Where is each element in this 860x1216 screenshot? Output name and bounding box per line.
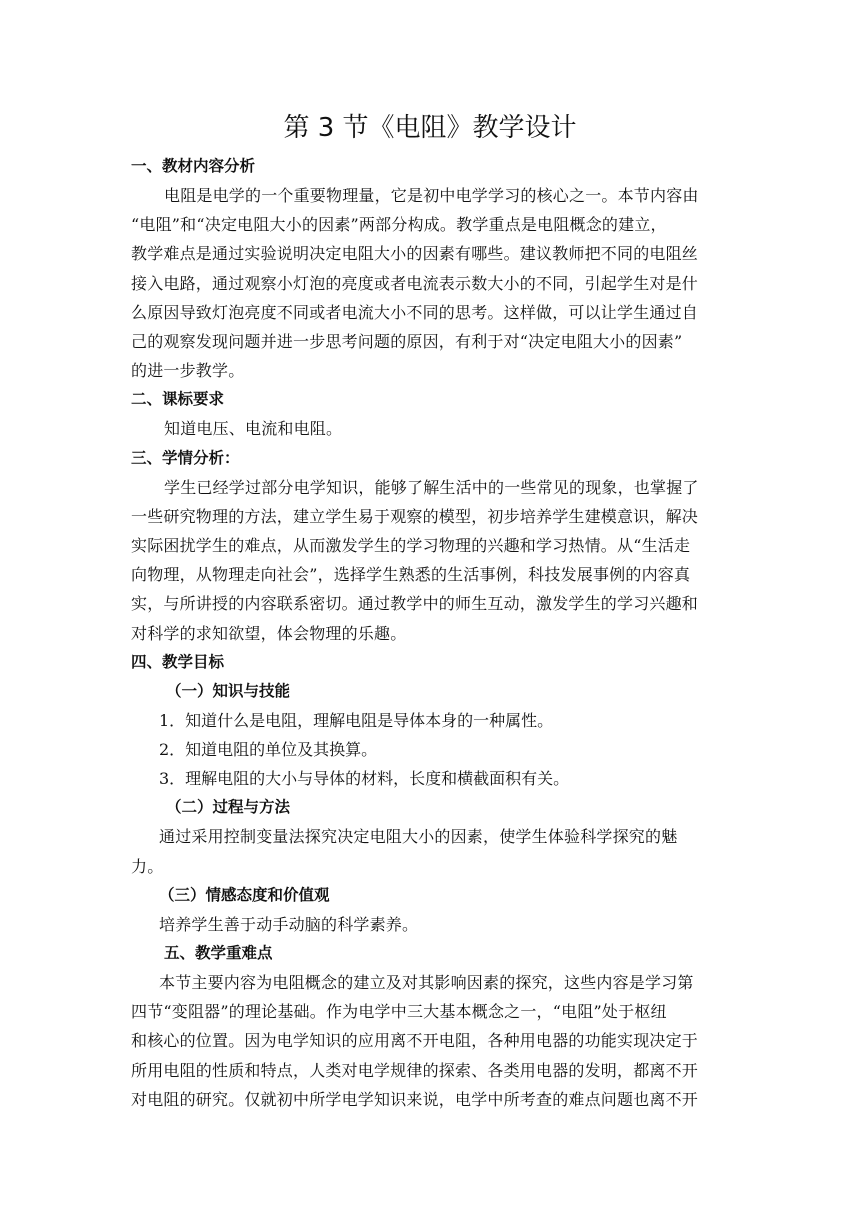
text-line: 培养学生善于动手动脑的科学素养。 bbox=[159, 914, 419, 934]
section-2-paragraph bbox=[131, 414, 735, 443]
section-5-paragraph bbox=[131, 968, 735, 1114]
text-line: 四节“变阻器”的理论基础。作为电学中三大基本概念之一，“电阻”处于枢纽 bbox=[131, 1002, 667, 1022]
text-line: 对科学的求知欲望，体会物理的乐趣。 bbox=[131, 623, 407, 643]
text-line: “电阻”和“决定电阻大小的因素”两部分构成。教学重点是电阻概念的建立， bbox=[131, 215, 667, 235]
document-body bbox=[131, 152, 735, 1114]
text-line: 知道电压、电流和电阻。 bbox=[164, 419, 343, 439]
text-line: 对电阻的研究。仅就初中所学电学知识来说，电学中所考查的难点问题也离不开 bbox=[131, 1089, 699, 1109]
text-line: 教学难点是通过实验说明决定电阻大小的因素有哪些。建议教师把不同的电阻丝 bbox=[131, 244, 699, 264]
section-3-paragraph bbox=[131, 473, 735, 648]
text-line: 电阻是电学的一个重要物理量，它是初中电学学习的核心之一。本节内容由 bbox=[164, 186, 699, 205]
list-item: 3．理解电阻的大小与导体的材料，长度和横截面积有关。 bbox=[159, 769, 570, 789]
text-line: 向物理，从物理走向社会”，选择学生熟悉的生活事例，科技发展事例的内容真 bbox=[131, 565, 691, 585]
section-heading-3: 三、学情分析： bbox=[131, 448, 240, 467]
section-1-paragraph bbox=[131, 181, 735, 385]
text-line: 实，与所讲授的内容联系密切。通过教学中的师生互动，激发学生的学习兴趣和 bbox=[131, 594, 699, 614]
text-line: 己的观察发现问题并进一步思考问题的原因，有利于对“决定电阻大小的因素” bbox=[131, 332, 683, 352]
text-line: 一些研究物理的方法，建立学生易于观察的模型，初步培养学生建模意识，解决 bbox=[131, 506, 699, 526]
text-line: 本节主要内容为电阻概念的建立及对其影响因素的探究，这些内容是学习第 bbox=[159, 973, 694, 993]
list-item: 2．知道电阻的单位及其换算。 bbox=[159, 740, 378, 760]
text-line: 实际困扰学生的难点，从而激发学生的学习物理的兴趣和学习热情。从“生活走 bbox=[131, 536, 691, 556]
text-line: 所用电阻的性质和特点，人类对电学规律的探索、各类用电器的发明，都离不开 bbox=[131, 1060, 699, 1080]
subsection-attitude-paragraph bbox=[131, 910, 735, 939]
text-line: 接入电路，通过观察小灯泡的亮度或者电流表示数大小的不同，引起学生对是什 bbox=[131, 273, 699, 293]
text-line: 的进一步教学。 bbox=[131, 361, 245, 381]
section-heading-1: 一、教材内容分析 bbox=[131, 157, 256, 175]
subsection-heading-knowledge: （一）知识与技能 bbox=[166, 681, 291, 700]
subsection-process-paragraph bbox=[131, 822, 735, 880]
text-line: 和核心的位置。因为电学知识的应用离不开电阻，各种用电器的功能实现决定于 bbox=[131, 1031, 699, 1051]
text-line: 学生已经学过部分电学知识，能够了解生活中的一些常见的现象，也掌握了 bbox=[164, 477, 699, 497]
subsection-heading-process: （二）过程与方法 bbox=[166, 798, 291, 817]
text-line: 么原因导致灯泡亮度不同或者电流大小不同的思考。这样做，可以让学生通过自 bbox=[131, 302, 699, 322]
section-heading-4: 四、教学目标 bbox=[131, 652, 225, 671]
text-line: 通过采用控制变量法探究决定电阻大小的因素，使学生体验科学探究的魅 bbox=[159, 827, 678, 847]
section-heading-2: 二、课标要求 bbox=[131, 390, 225, 409]
list-item: 1．知道什么是电阻，理解电阻是导体本身的一种属性。 bbox=[159, 710, 554, 730]
document-title: 第 3 节《电阻》教学设计 bbox=[283, 113, 577, 143]
section-heading-5: 五、教学重难点 bbox=[164, 944, 273, 963]
subsection-heading-attitude: （三）情感态度和价值观 bbox=[159, 885, 330, 904]
text-line: 力。 bbox=[131, 856, 164, 876]
